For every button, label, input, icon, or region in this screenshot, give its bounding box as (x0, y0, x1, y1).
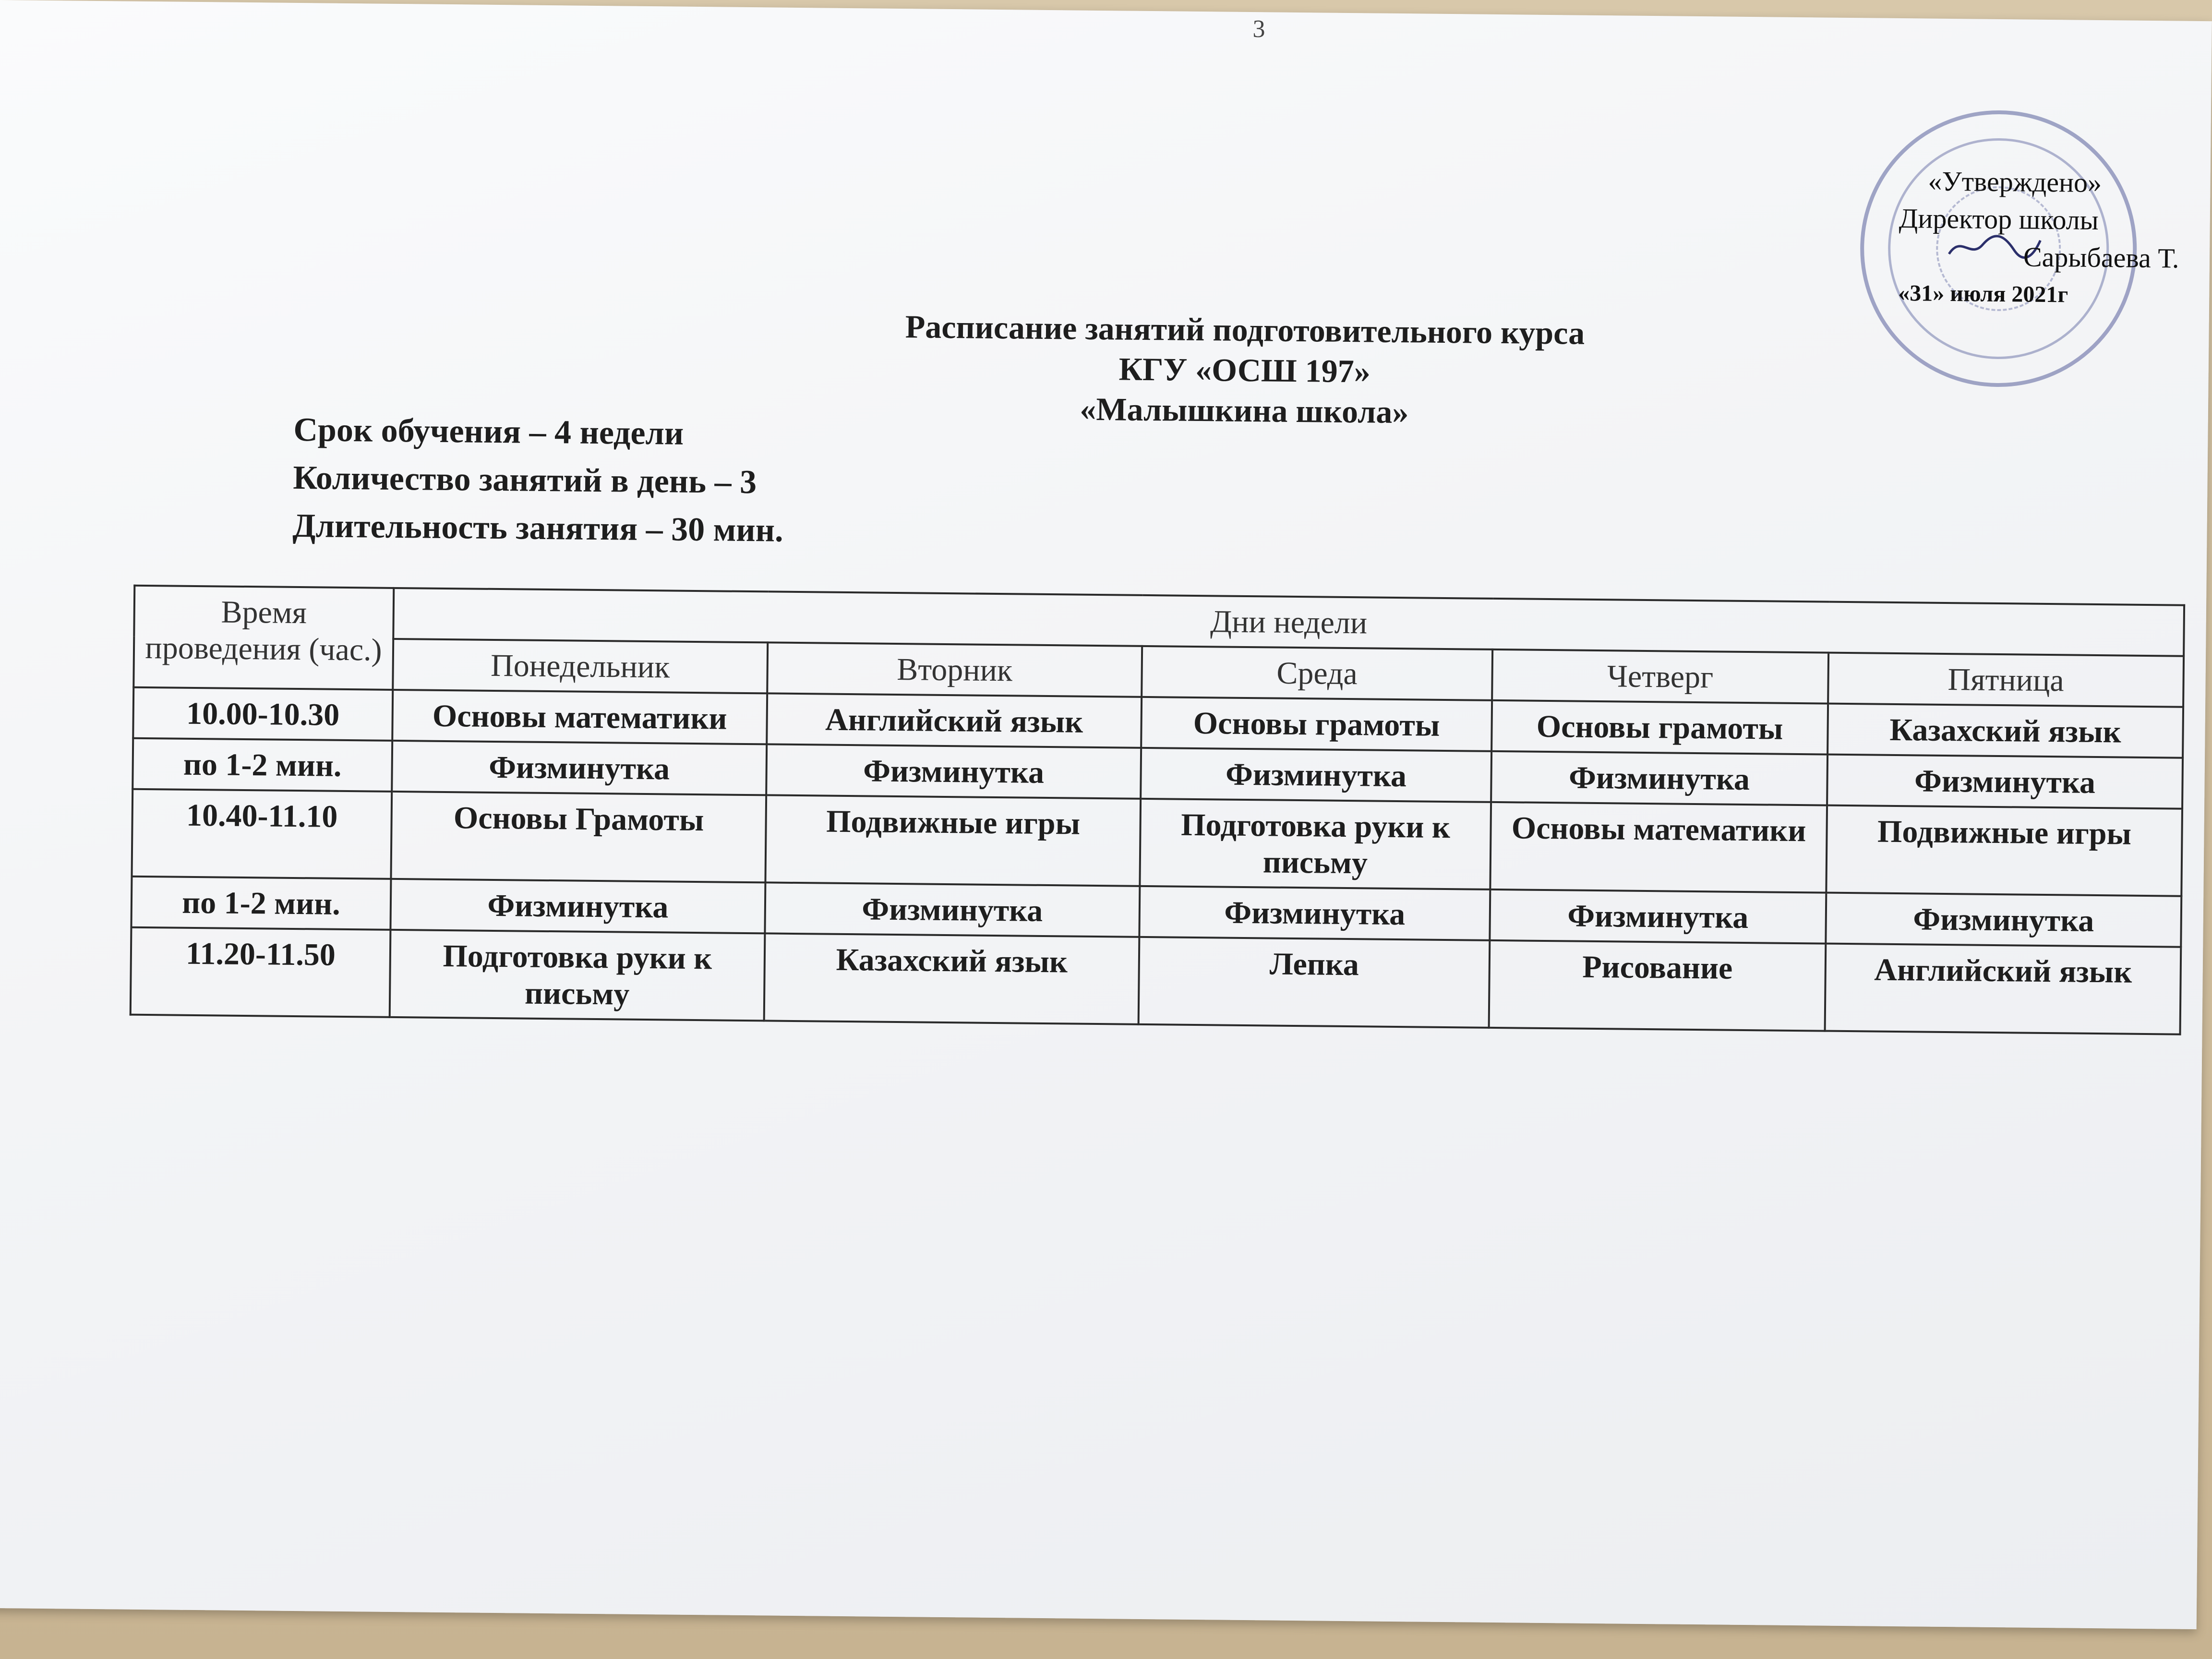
time-cell: 10.40-11.10 (132, 789, 392, 879)
lesson-cell: Подвижные игры (765, 795, 1141, 886)
time-column-header: Время проведения (час.) (133, 586, 394, 690)
lesson-cell: Физминутка (390, 879, 765, 933)
lesson-cell: Основы Грамоты (391, 792, 766, 882)
schedule-table (130, 585, 2185, 1035)
lesson-cell: Английский язык (1825, 944, 2181, 1034)
lesson-cell: Физминутка (1141, 748, 1491, 802)
lesson-cell: Физминутка (1139, 886, 1490, 940)
time-cell: по 1-2 мин. (132, 738, 392, 792)
lesson-cell: Физминутка (1826, 893, 2181, 947)
lesson-cell: Подготовка руки к письму (1140, 799, 1491, 890)
title-line-3: «Малышкина школа» (1080, 390, 1409, 431)
lesson-cell: Подготовка руки к письму (390, 930, 765, 1021)
lesson-cell: Физминутка (392, 741, 767, 795)
approval-date: «31» июля 2021г (1898, 280, 2068, 308)
approval-label: «Утверждено» (1928, 165, 2102, 199)
lesson-cell: Основы грамоты (1141, 697, 1492, 751)
lesson-cell: Физминутка (765, 882, 1140, 937)
day-header: Четверг (1492, 649, 1828, 704)
lesson-cell: Физминутка (1827, 755, 2183, 809)
days-header: Дни недели (393, 588, 2184, 656)
title-line-1: Расписание занятий подготовительного курса (905, 308, 1585, 351)
approval-block (1888, 162, 2212, 315)
page-number: 3 (1252, 15, 1265, 43)
course-duration: Срок обучения – 4 недели (293, 411, 684, 452)
time-cell: по 1-2 мин. (131, 877, 391, 930)
day-header: Среда (1142, 646, 1492, 700)
lesson-cell: Основы грамоты (1491, 700, 1828, 755)
lesson-cell: Казахский язык (1827, 704, 2183, 758)
day-header: Понедельник (393, 639, 768, 693)
lesson-cell: Физминутка (1491, 751, 1827, 805)
approval-position: Директор школы (1899, 202, 2099, 236)
day-header: Вторник (767, 642, 1142, 697)
lesson-cell: Подвижные игры (1826, 805, 2182, 896)
lesson-length: Длительность занятия – 30 мин. (292, 507, 783, 549)
lesson-cell: Физминутка (766, 744, 1141, 798)
lesson-cell: Рисование (1489, 940, 1826, 1031)
approval-name: Сарыбаева Т. (2023, 241, 2179, 274)
day-header: Пятница (1828, 653, 2184, 707)
title-line-2: КГУ «ОСШ 197» (1118, 350, 1371, 390)
time-cell: 10.00-10.30 (133, 687, 393, 741)
lesson-cell: Казахский язык (764, 933, 1140, 1024)
lessons-per-day: Количество занятий в день – 3 (293, 459, 757, 501)
lesson-cell: Физминутка (1490, 890, 1826, 944)
course-meta (292, 406, 784, 555)
lesson-cell: Основы математики (1490, 802, 1827, 893)
lesson-cell: Английский язык (767, 693, 1142, 747)
lesson-cell: Лепка (1139, 937, 1490, 1028)
document-title (716, 304, 1773, 435)
lesson-cell: Основы математики (392, 690, 767, 744)
time-cell: 11.20-11.50 (131, 927, 391, 1017)
